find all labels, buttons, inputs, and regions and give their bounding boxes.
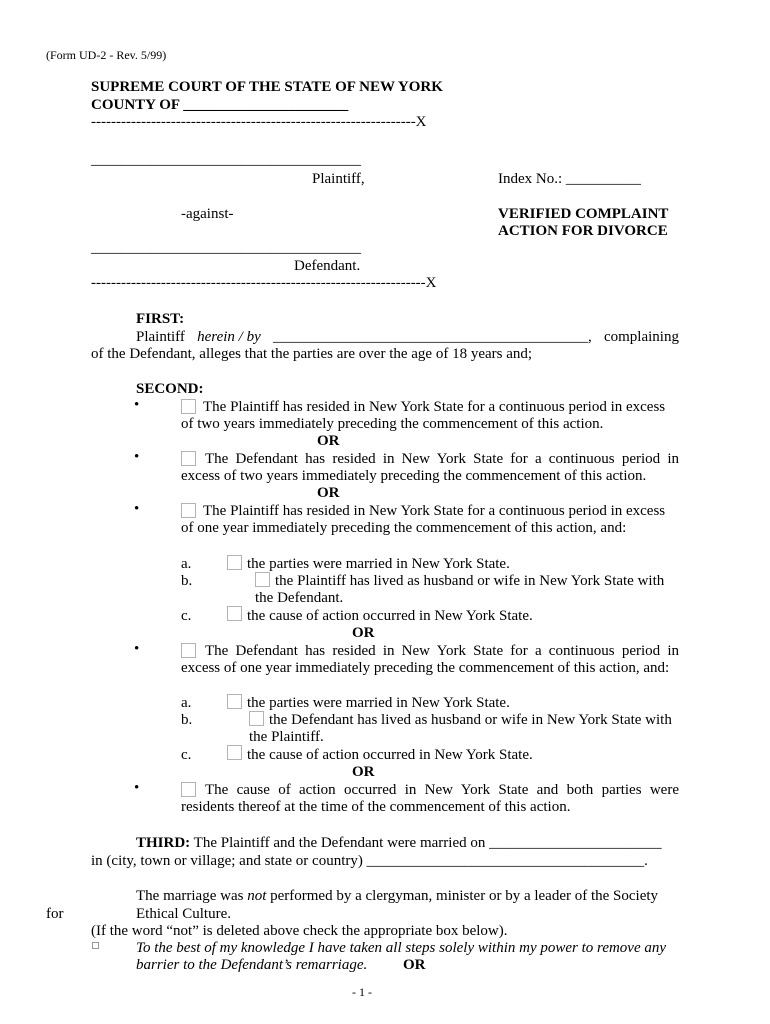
- bullet-icon: •: [134, 397, 140, 413]
- option-plaintiff-1yr-checkbox[interactable]: [181, 503, 196, 518]
- bullet-icon: •: [134, 501, 140, 517]
- plaintiff-name-field[interactable]: ____________________________________: [91, 152, 361, 168]
- attorney-field[interactable]: __________________________________________,: [272, 329, 592, 345]
- option3-line1: The Plaintiff has resided in New York State for a continuous period in excess: [203, 503, 666, 519]
- first-paragraph-line1: [136, 329, 679, 346]
- marriage-date-field[interactable]: The Plaintiff and the Defendant were married on _______________________: [193, 835, 662, 851]
- or-separator: OR: [317, 485, 340, 501]
- or-separator: OR: [317, 433, 340, 449]
- caption-divider-top: -----------------------------------------------------------------X: [91, 114, 427, 130]
- ceremony-note: (If the word “not” is deleted above check the appropriate box below).: [91, 923, 508, 939]
- ceremony-for: for: [46, 906, 64, 922]
- option1-line2: of two years immediately preceding the commencement of this action.: [181, 416, 604, 432]
- third-heading: THIRD:: [136, 835, 191, 851]
- option1-line1: The Plaintiff has resided in New York State for a continuous period in excess: [203, 399, 666, 415]
- or-separator: OR: [352, 764, 375, 780]
- ceremony-rest: performed by a clergyman, minister or by a leader of the Society: [270, 888, 659, 904]
- defendant-name-field[interactable]: ____________________________________: [91, 240, 361, 256]
- opt3-b-line2: the Defendant.: [255, 590, 344, 606]
- sub-label-a: a.: [181, 695, 192, 711]
- form-id: (Form UD-2 - Rev. 5/99): [46, 48, 167, 62]
- opt3-a-text: the parties were married in New York State.: [247, 556, 510, 572]
- ceremony-intro: The marriage was: [136, 888, 244, 904]
- option-plaintiff-2yrs-checkbox[interactable]: [181, 399, 196, 414]
- option-defendant-2yrs-checkbox[interactable]: [181, 451, 196, 466]
- opt3-cause-ny-checkbox[interactable]: [227, 606, 242, 621]
- document-title-line2: ACTION FOR DIVORCE: [498, 223, 668, 239]
- barrier-removed-checkbox[interactable]: [92, 942, 99, 949]
- or-separator: OR: [402, 957, 426, 973]
- option3-line2: of one year immediately preceding the commencement of this action, and:: [181, 520, 627, 536]
- opt4-a-text: the parties were married in New York State.: [247, 695, 510, 711]
- option-cause-residents-checkbox[interactable]: [181, 782, 196, 797]
- complaining-word: complaining: [603, 329, 679, 345]
- opt3-c-text: the cause of action occurred in New York State.: [247, 608, 533, 624]
- document-title-line1: VERIFIED COMPLAINT: [498, 206, 669, 222]
- option-defendant-1yr-checkbox[interactable]: [181, 643, 196, 658]
- option2-line1: The Defendant has resided in New York State for a continuous period in: [205, 451, 679, 467]
- opt4-b-line2: the Plaintiff.: [249, 729, 324, 745]
- ceremony-ethical: Ethical Culture.: [136, 906, 231, 922]
- opt4-married-ny-checkbox[interactable]: [227, 694, 242, 709]
- county-line: COUNTY OF ______________________: [91, 97, 349, 113]
- opt3-lived-ny-checkbox[interactable]: [255, 572, 270, 587]
- first-heading: FIRST:: [136, 311, 185, 327]
- plaintiff-label: Plaintiff,: [312, 171, 365, 187]
- second-heading: SECOND:: [136, 381, 204, 397]
- sub-label-c: c.: [181, 747, 192, 763]
- against-label: -against-: [181, 206, 234, 222]
- barrier-line2: [136, 957, 425, 974]
- opt4-cause-ny-checkbox[interactable]: [227, 745, 242, 760]
- defendant-label: Defendant.: [294, 258, 361, 274]
- ceremony-not: not: [247, 888, 267, 904]
- caption-divider-bottom: -------------------------------------------------------------------X: [91, 275, 437, 291]
- barrier-text: barrier to the Defendant’s remarriage.: [136, 957, 368, 973]
- bullet-icon: •: [134, 641, 140, 657]
- or-separator: OR: [352, 625, 375, 641]
- third-paragraph-line1: [136, 835, 662, 852]
- opt4-lived-ny-checkbox[interactable]: [249, 711, 264, 726]
- bullet-icon: •: [134, 780, 140, 796]
- option4-line2: excess of one year immediately preceding the commencement of this action, and:: [181, 660, 670, 676]
- sub-label-b: b.: [181, 573, 193, 589]
- court-name: SUPREME COURT OF THE STATE OF NEW YORK: [91, 79, 443, 95]
- opt3-married-ny-checkbox[interactable]: [227, 555, 242, 570]
- opt4-c-text: the cause of action occurred in New York State.: [247, 747, 533, 763]
- ceremony-line1: [136, 888, 658, 905]
- option5-line1: The cause of action occurred in New York State and both parties were: [205, 782, 679, 798]
- opt3-b-line1: the Plaintiff has lived as husband or wife in New York State with: [275, 573, 665, 589]
- marriage-place-field[interactable]: in (city, town or village; and state or country) _____________________________________.: [91, 853, 648, 869]
- page-number: - 1 -: [352, 985, 372, 999]
- option2-line2: excess of two years immediately preceding the commencement of this action.: [181, 468, 647, 484]
- first-paragraph-line2: of the Defendant, alleges that the parties are over the age of 18 years and;: [91, 346, 533, 362]
- herein-by: herein / by: [197, 329, 261, 345]
- bullet-icon: •: [134, 449, 140, 465]
- option4-line1: The Defendant has resided in New York State for a continuous period in: [205, 643, 679, 659]
- option5-line2: residents thereof at the time of the commencement of this action.: [181, 799, 571, 815]
- sub-label-c: c.: [181, 608, 192, 624]
- plaintiff-word: Plaintiff: [136, 329, 185, 345]
- barrier-line1: To the best of my knowledge I have taken all steps solely within my power to remove any: [136, 940, 667, 956]
- sub-label-b: b.: [181, 712, 193, 728]
- index-number[interactable]: Index No.: __________: [498, 171, 641, 187]
- opt4-b-line1: the Defendant has lived as husband or wife in New York State with: [269, 712, 672, 728]
- sub-label-a: a.: [181, 556, 192, 572]
